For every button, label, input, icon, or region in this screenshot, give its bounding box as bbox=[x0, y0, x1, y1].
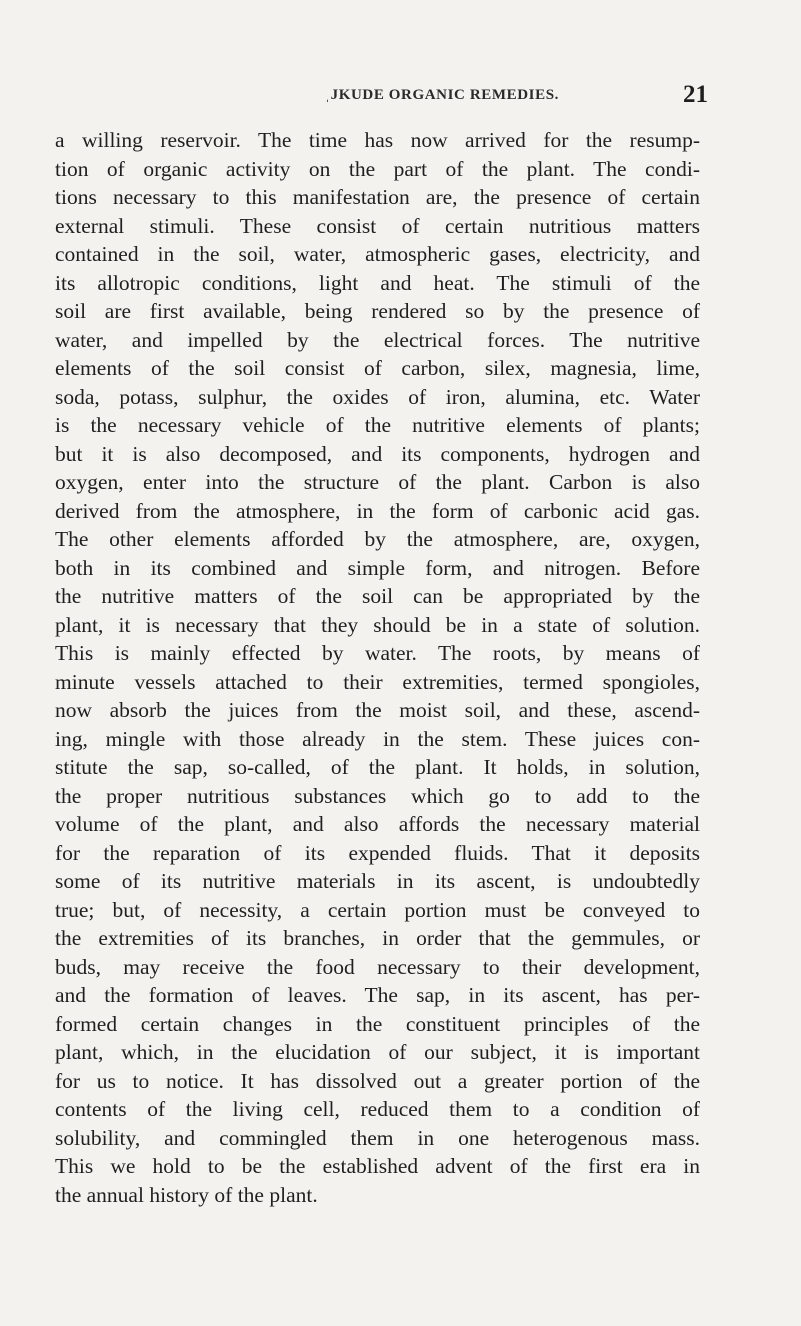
text-line: its allotropic conditions, light and heat. The stimuli of the bbox=[55, 270, 700, 295]
text-line: the extremities of its branches, in order that the gemmules, or bbox=[55, 926, 700, 950]
text-line-last: the annual history of the plant. bbox=[55, 1182, 318, 1207]
text-line: ing, mingle with those already in the stem. These juices con- bbox=[55, 726, 700, 751]
text-line: tions necessary to this manifestation are, the presence of certain bbox=[55, 185, 700, 209]
running-head bbox=[0, 81, 801, 111]
running-title: ˌJKUDE ORGANIC REMEDIES. bbox=[325, 87, 560, 103]
text-line: derived from the atmosphere, in the form of carbonic acid gas. bbox=[55, 498, 700, 523]
text-line: contents of the living cell, reduced them to a condition of bbox=[55, 1097, 700, 1121]
text-line: and the formation of leaves. The sap, in its ascent, has per- bbox=[55, 983, 700, 1007]
text-line: The other elements afforded by the atmosphere, are, oxygen, bbox=[55, 527, 700, 551]
text-line: soda, potass, sulphur, the oxides of iron, alumina, etc. Water bbox=[55, 384, 700, 409]
text-line: soil are first available, being rendered so by the presence of bbox=[55, 299, 700, 323]
text-line: the nutritive matters of the soil can be appropriated by the bbox=[55, 584, 700, 608]
text-line: a willing reservoir. The time has now arrived for the resump- bbox=[55, 128, 700, 152]
text-line: the proper nutritious substances which go to add to the bbox=[55, 783, 700, 808]
text-line: some of its nutritive materials in its ascent, is undoubtedly bbox=[55, 869, 700, 893]
text-line: volume of the plant, and also affords the necessary material bbox=[55, 812, 700, 836]
text-line: water, and impelled by the electrical forces. The nutritive bbox=[55, 327, 700, 352]
text-line: plant, which, in the elucidation of our subject, it is important bbox=[55, 1040, 700, 1064]
text-line: This is mainly effected by water. The roots, by means of bbox=[55, 641, 700, 665]
text-line: minute vessels attached to their extremities, termed spongioles, bbox=[55, 669, 700, 694]
text-line: both in its combined and simple form, and nitrogen. Before bbox=[55, 555, 700, 580]
text-line: for the reparation of its expended fluids. That it deposits bbox=[55, 840, 700, 865]
text-line: true; but, of necessity, a certain portion must be conveyed to bbox=[55, 897, 700, 922]
text-line: external stimuli. These consist of certain nutritious matters bbox=[55, 213, 700, 238]
text-line: but it is also decomposed, and its components, hydrogen and bbox=[55, 441, 700, 466]
text-line: stitute the sap, so-called, of the plant. It holds, in solution, bbox=[55, 755, 700, 779]
page-number: 21 bbox=[683, 81, 708, 108]
text-line: is the necessary vehicle of the nutritive elements of plants; bbox=[55, 413, 700, 437]
text-line: oxygen, enter into the structure of the plant. Carbon is also bbox=[55, 470, 700, 494]
text-line: buds, may receive the food necessary to their development, bbox=[55, 954, 700, 979]
text-line: solubility, and commingled them in one heterogenous mass. bbox=[55, 1125, 700, 1150]
text-line: plant, it is necessary that they should be in a state of solution. bbox=[55, 612, 700, 637]
text-line: elements of the soil consist of carbon, silex, magnesia, lime, bbox=[55, 356, 700, 380]
text-line: now absorb the juices from the moist soil, and these, ascend- bbox=[55, 698, 700, 722]
text-line: tion of organic activity on the part of the plant. The condi- bbox=[55, 156, 700, 181]
text-line: This we hold to be the established advent of the first era in bbox=[55, 1154, 700, 1178]
text-line: for us to notice. It has dissolved out a greater portion of the bbox=[55, 1068, 700, 1093]
text-line: formed certain changes in the constituent principles of the bbox=[55, 1011, 700, 1036]
text-line: contained in the soil, water, atmospheric gases, electricity, and bbox=[55, 242, 700, 266]
